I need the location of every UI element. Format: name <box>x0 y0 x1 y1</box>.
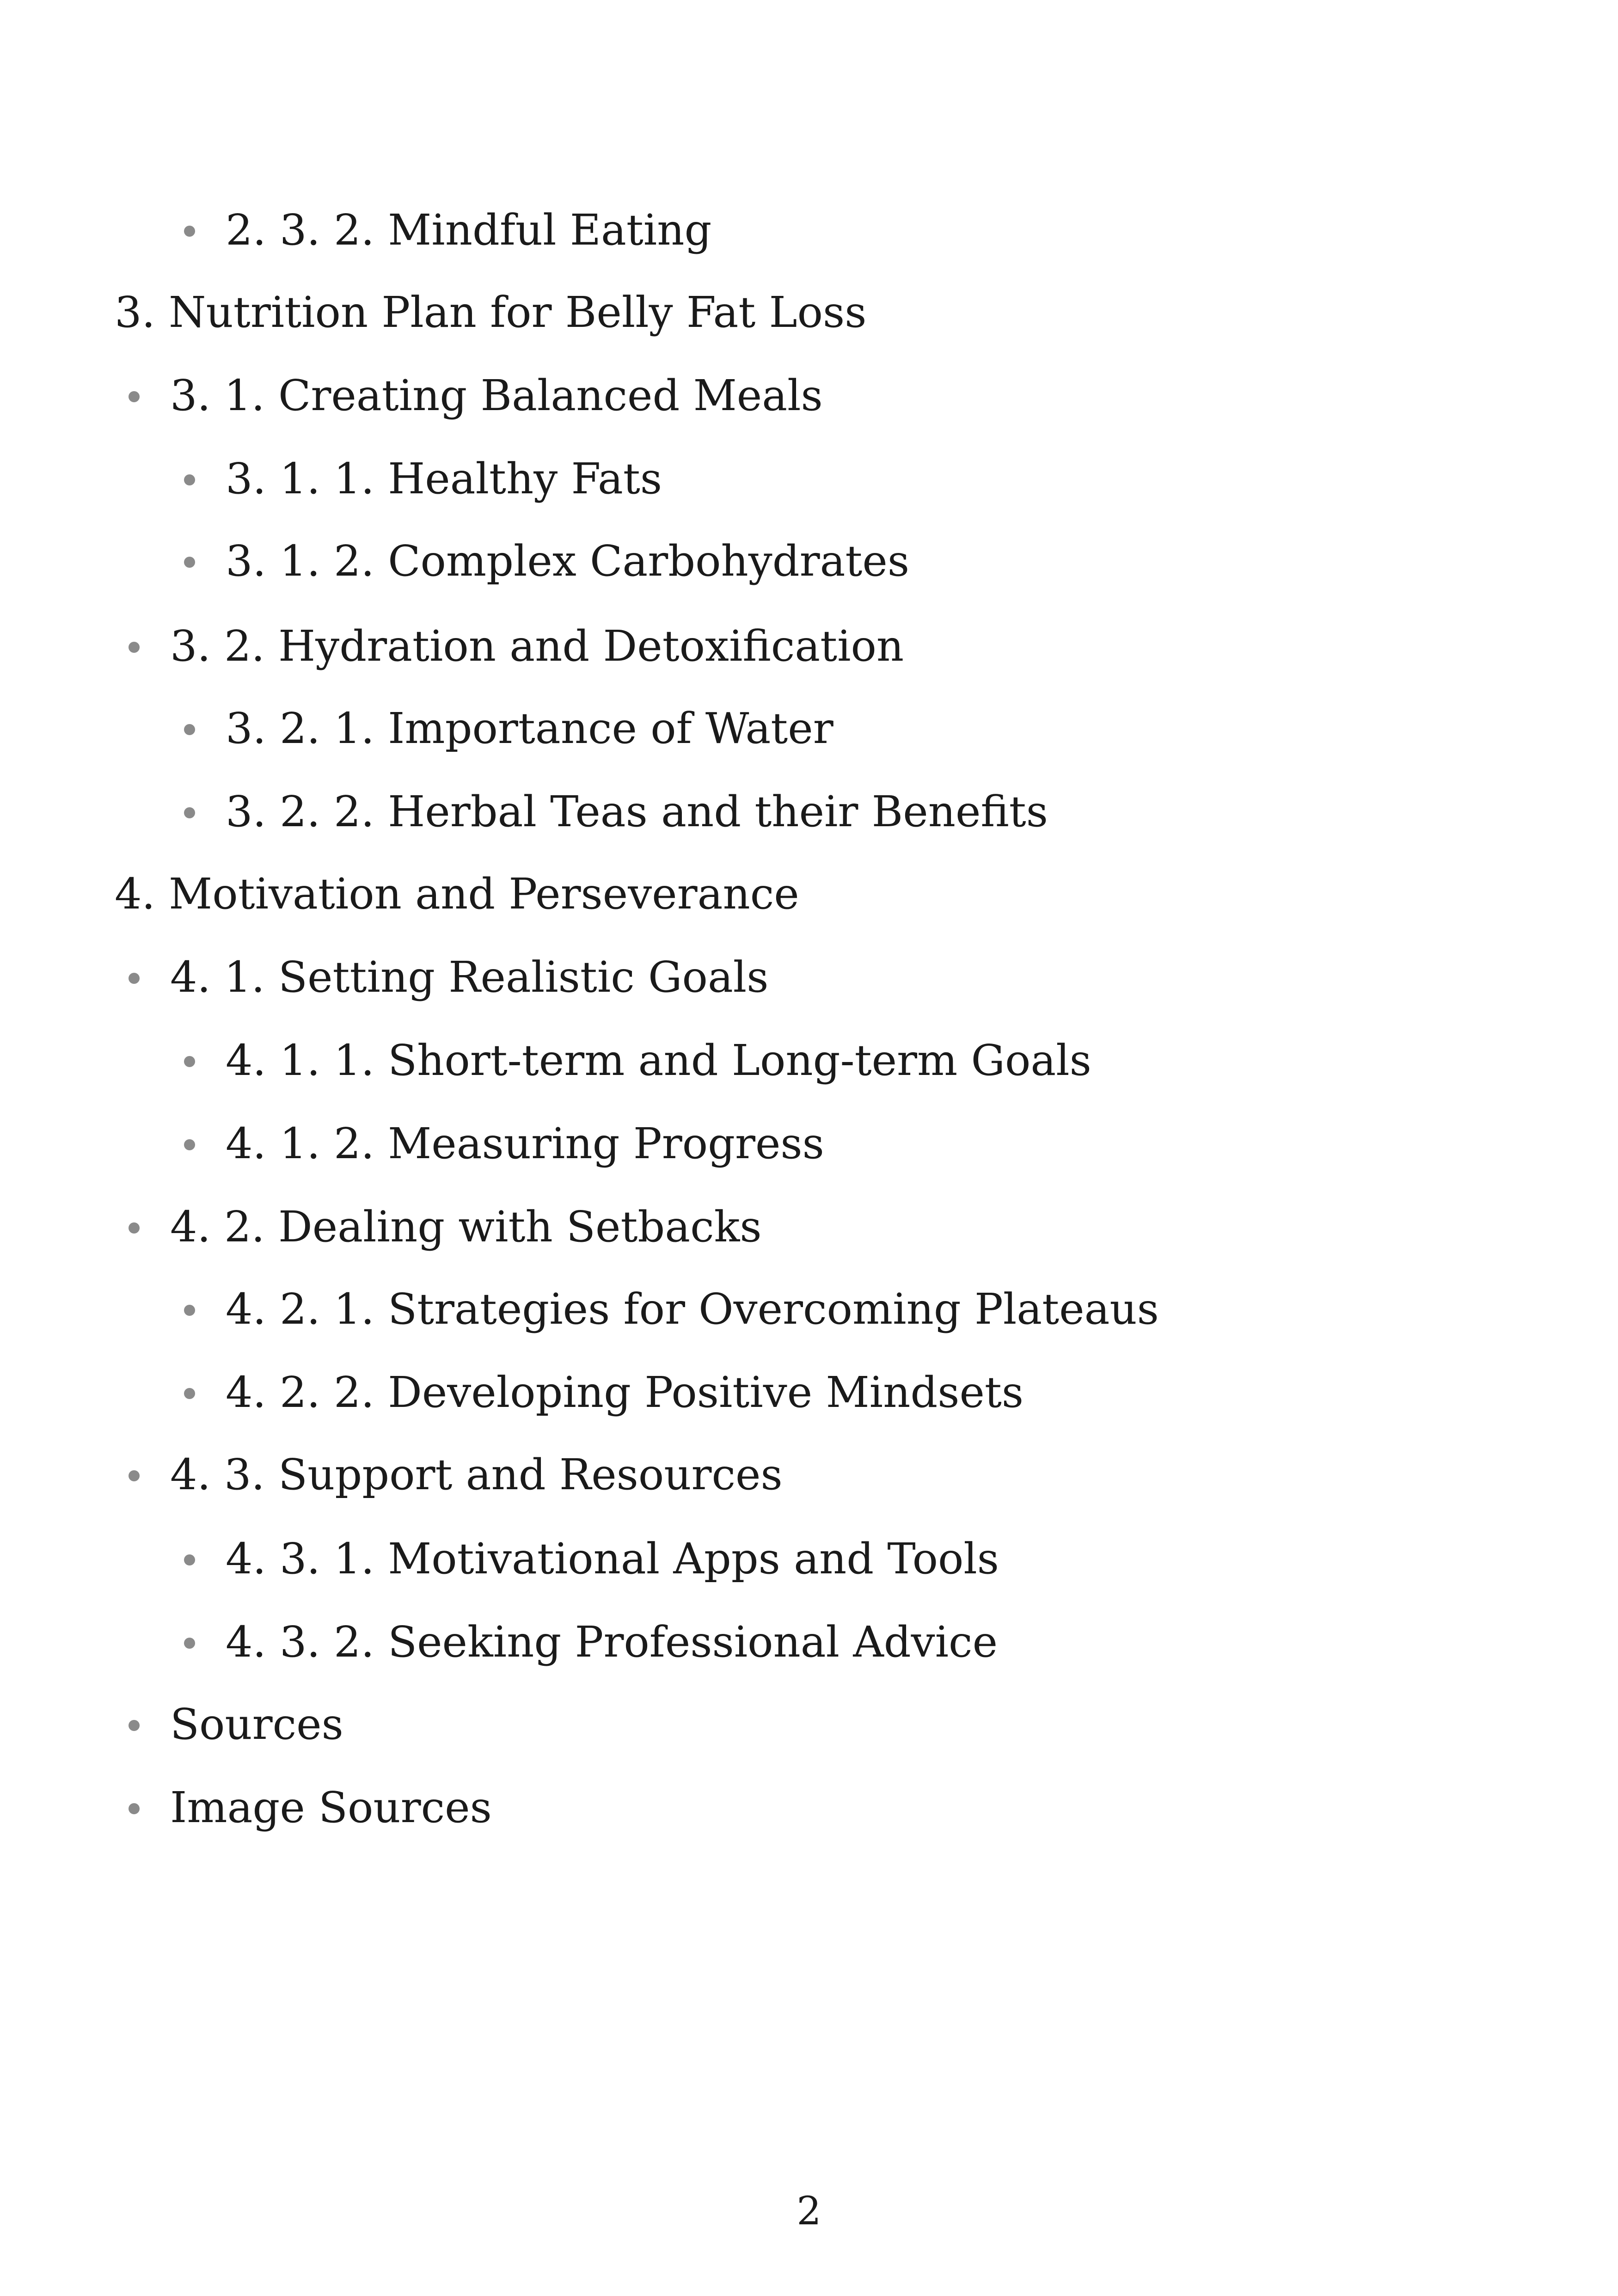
bullet-icon <box>129 1222 140 1234</box>
toc-entry[interactable]: 4. 2. 2. Developing Positive Mindsets <box>226 1368 1024 1417</box>
bullet-icon <box>129 973 140 984</box>
bullet-icon <box>129 391 140 402</box>
toc-entry[interactable]: 4. 1. Setting Realistic Goals <box>170 952 769 1002</box>
bullet-icon <box>184 1388 195 1399</box>
bullet-icon <box>184 807 195 818</box>
bullet-icon <box>184 474 195 485</box>
toc-entry[interactable]: 3. 1. 2. Complex Carbohydrates <box>226 536 910 586</box>
bullet-icon <box>129 642 140 653</box>
toc-entry[interactable]: 2. 3. 2. Mindful Eating <box>226 205 712 255</box>
toc-entry[interactable]: 4. 2. 1. Strategies for Overcoming Plateaus <box>226 1284 1159 1334</box>
bullet-icon <box>184 1638 195 1649</box>
bullet-icon <box>129 1470 140 1481</box>
toc-entry[interactable]: Image Sources <box>170 1783 492 1832</box>
bullet-icon <box>184 1056 195 1067</box>
page-number: 2 <box>797 2188 821 2234</box>
toc-entry[interactable]: 3. 2. 2. Herbal Teas and their Benefits <box>226 787 1048 836</box>
toc-entry[interactable]: 4. 3. 2. Seeking Professional Advice <box>226 1617 998 1667</box>
toc-entry[interactable]: Sources <box>170 1700 343 1749</box>
bullet-icon <box>184 1305 195 1316</box>
toc-entry[interactable]: 4. 2. Dealing with Setbacks <box>170 1202 762 1252</box>
bullet-icon <box>129 1803 140 1814</box>
toc-entry[interactable]: 3. 2. 1. Importance of Water <box>226 704 834 753</box>
toc-entry[interactable]: 3. 1. 1. Healthy Fats <box>226 454 662 503</box>
toc-entry[interactable]: 3. Nutrition Plan for Belly Fat Loss <box>115 288 867 337</box>
toc-entry[interactable]: 4. 3. 1. Motivational Apps and Tools <box>226 1534 999 1584</box>
bullet-icon <box>184 1139 195 1150</box>
bullet-icon <box>129 1720 140 1731</box>
bullet-icon <box>184 226 195 237</box>
bullet-icon <box>184 724 195 735</box>
toc-entry[interactable]: 4. 1. 1. Short-term and Long-term Goals <box>226 1036 1091 1085</box>
toc-entry[interactable]: 4. 1. 2. Measuring Progress <box>226 1119 824 1168</box>
bullet-icon <box>184 557 195 568</box>
bullet-icon <box>184 1554 195 1565</box>
toc-entry[interactable]: 4. 3. Support and Resources <box>170 1450 783 1499</box>
toc-entry[interactable]: 4. Motivation and Perseverance <box>115 869 799 919</box>
toc-entry[interactable]: 3. 2. Hydration and Detoxification <box>170 621 904 671</box>
toc-entry[interactable]: 3. 1. Creating Balanced Meals <box>170 371 823 420</box>
